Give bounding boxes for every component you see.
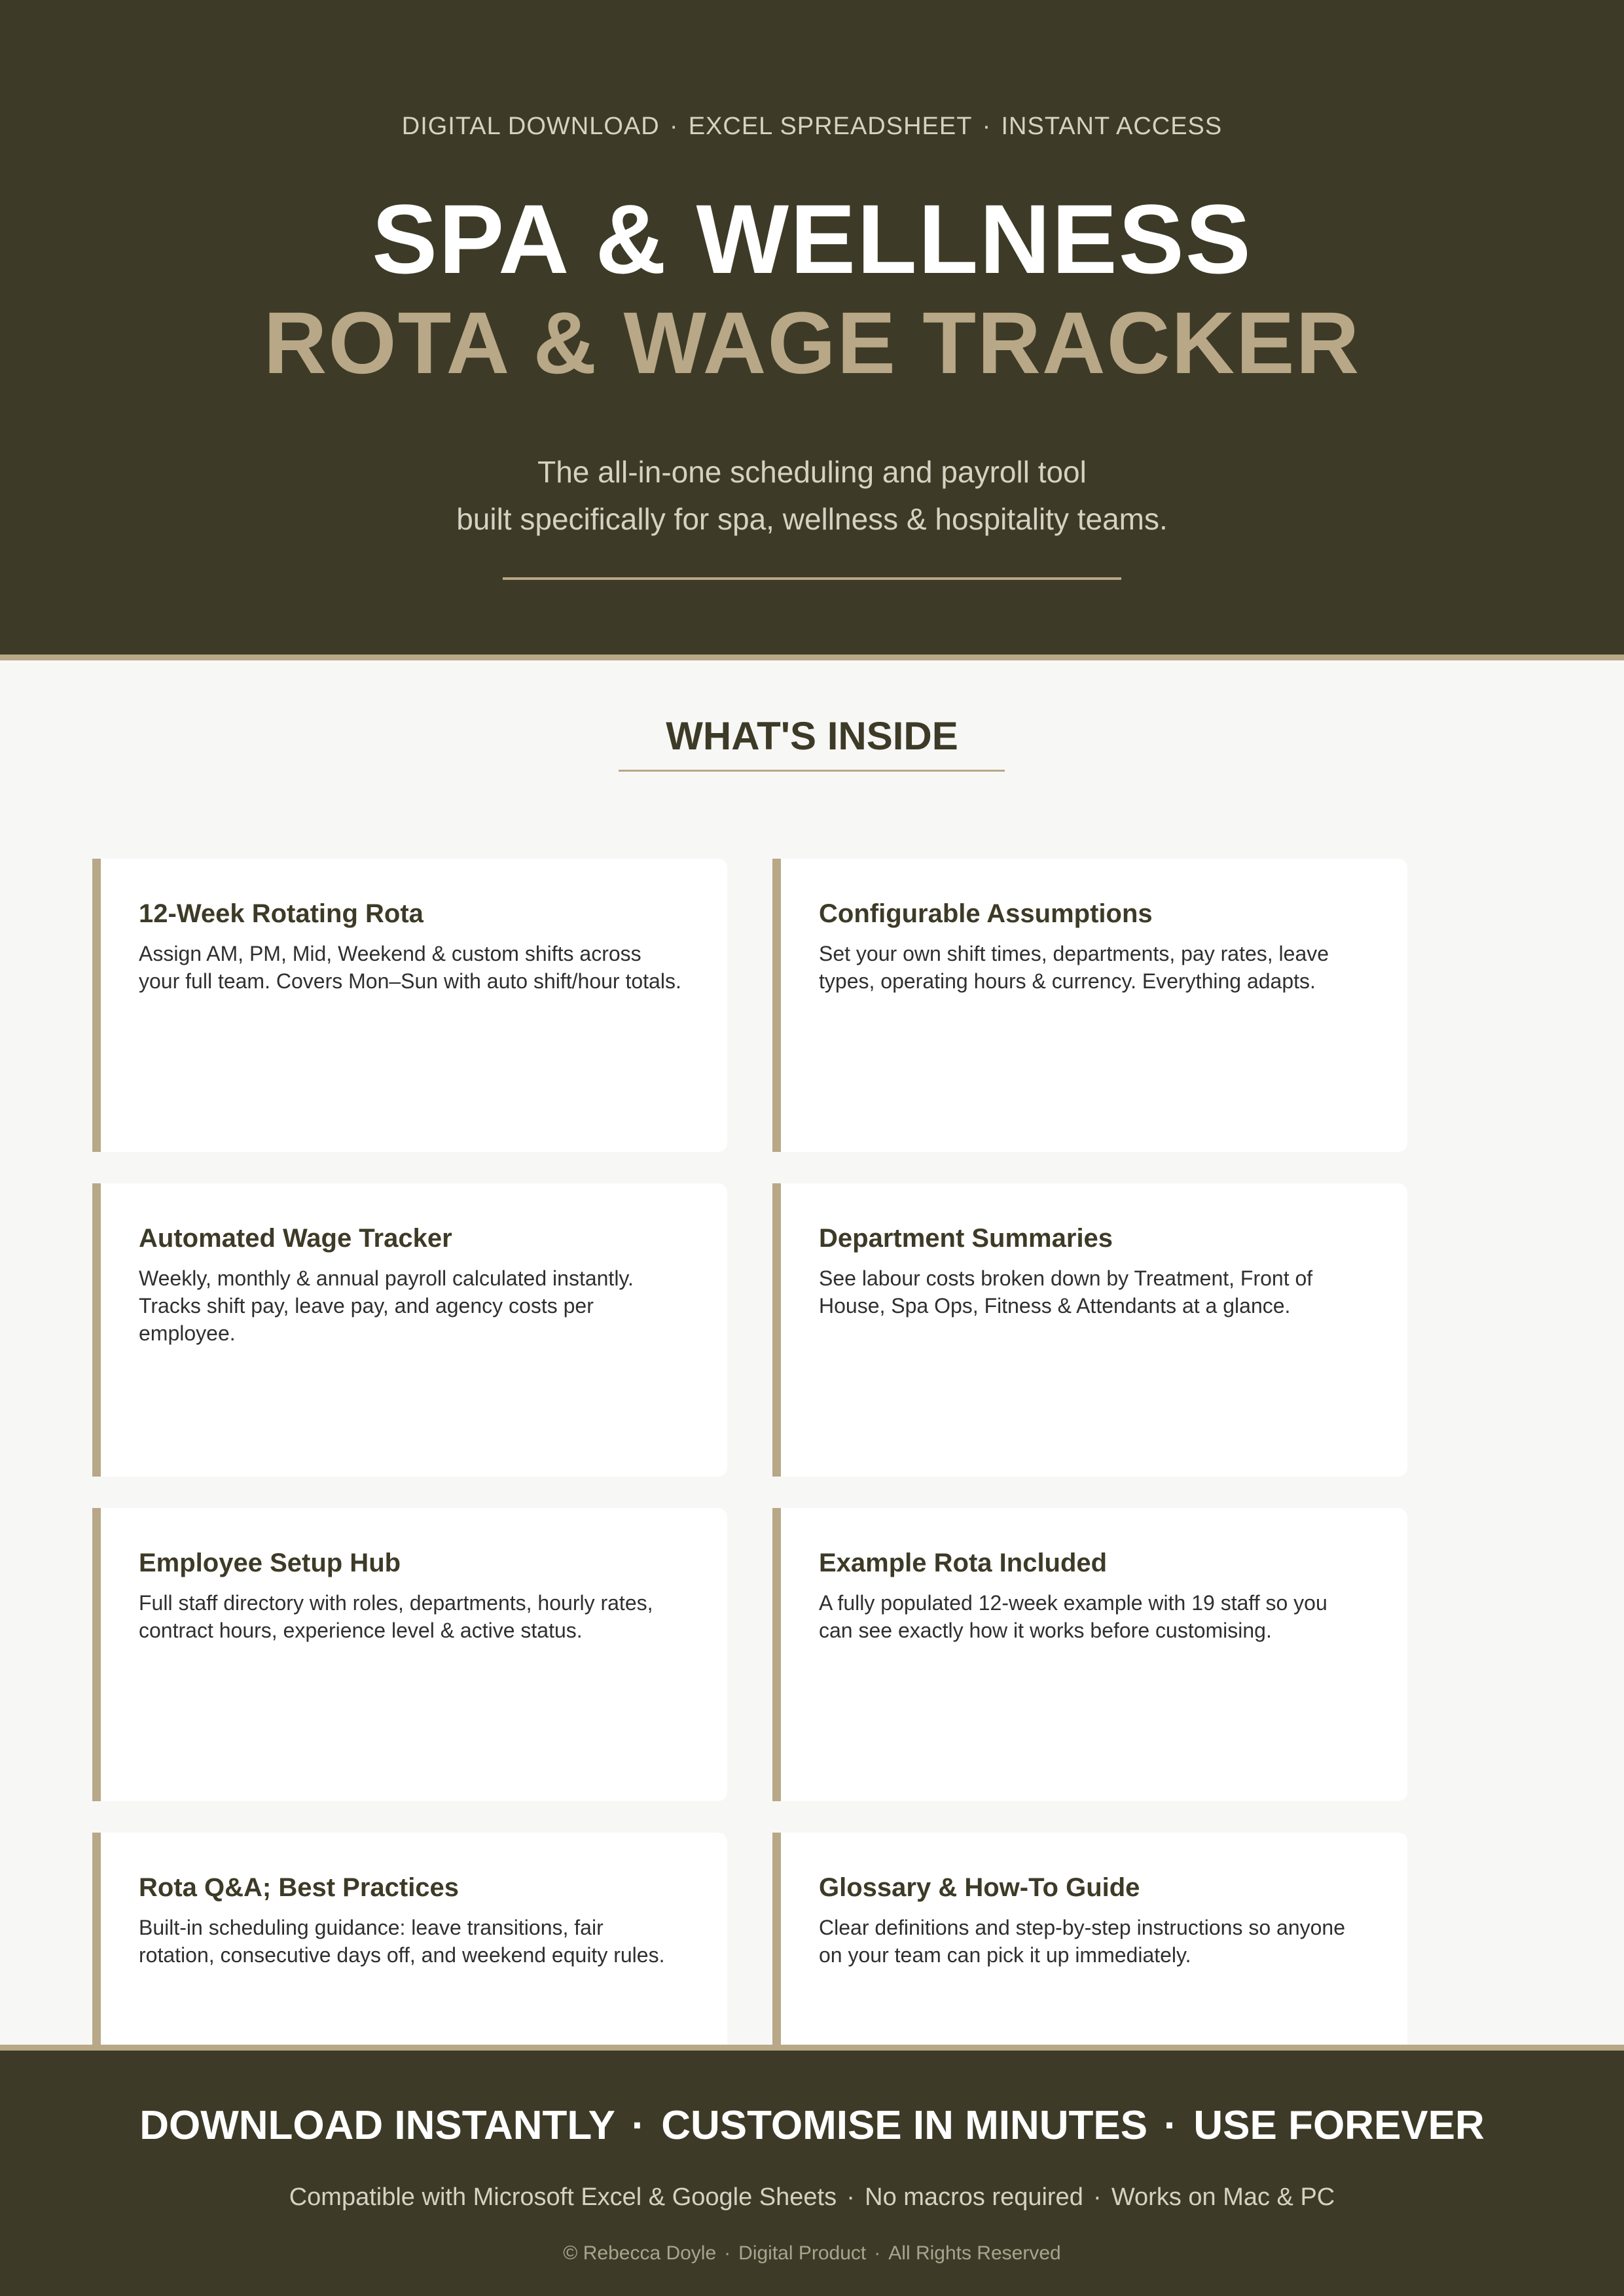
feature-card <box>772 1183 1407 1477</box>
section-title: WHAT'S INSIDE <box>666 714 958 758</box>
feature-description: Assign AM, PM, Mid, Weekend & custom shifts across your full team. Covers Mon–Sun with auto shift/hour totals. <box>139 942 681 993</box>
hero-tagline: DIGITAL DOWNLOAD · EXCEL SPREADSHEET · INSTANT ACCESS <box>401 113 1223 140</box>
copyright-item: © Rebecca Doyle <box>563 2242 717 2264</box>
footer-headline-item: CUSTOMISE IN MINUTES <box>661 2103 1148 2148</box>
feature-description: A fully populated 12-week example with 19 staff so you can see exactly how it works before customising. <box>819 1591 1327 1642</box>
feature-card <box>92 1508 727 1801</box>
feature-title: Department Summaries <box>819 1224 1113 1253</box>
feature-card <box>92 859 727 1152</box>
feature-title: Rota Q&A; Best Practices <box>139 1873 460 1902</box>
page-title-line1: SPA & WELLNESS <box>372 184 1252 294</box>
feature-card <box>92 1833 727 2046</box>
feature-description: Set your own shift times, departments, pay rates, leave types, operating hours & currency. Everything adapts. <box>819 942 1329 993</box>
feature-card <box>772 859 1407 1152</box>
hero-banner <box>0 0 1624 660</box>
feature-card <box>92 1183 727 1477</box>
tagline-item: INSTANT ACCESS <box>1001 113 1223 140</box>
feature-description: See labour costs broken down by Treatment, Front of House, Spa Ops, Fitness & Attendants at a glance. <box>819 1266 1313 1318</box>
compat-item: Compatible with Microsoft Excel & Google Sheets <box>289 2183 837 2211</box>
feature-description: Clear definitions and step-by-step instructions so anyone on your team can pick it up immediately. <box>819 1916 1345 1967</box>
page-title-line2: ROTA & WAGE TRACKER <box>263 295 1361 392</box>
feature-description: Weekly, monthly & annual payroll calculated instantly. Tracks shift pay, leave pay, and agency costs per employee. <box>139 1266 634 1345</box>
subtitle-line2: built specifically for spa, wellness & hospitality teams. <box>456 502 1168 536</box>
feature-description: Full staff directory with roles, departments, hourly rates, contract hours, experience level & active status. <box>139 1591 653 1642</box>
hero-subtitle <box>0 448 1624 543</box>
footer-banner <box>0 2045 1624 2296</box>
feature-card <box>772 1508 1407 1801</box>
footer-headline-item: USE FOREVER <box>1193 2103 1485 2148</box>
tagline-item: DIGITAL DOWNLOAD <box>401 113 660 140</box>
footer-copyright: © Rebecca Doyle · Digital Product · All Rights Reserved <box>563 2242 1061 2264</box>
feature-card <box>772 1833 1407 2046</box>
feature-title: Employee Setup Hub <box>139 1549 401 1577</box>
compat-item: No macros required <box>865 2183 1083 2211</box>
feature-description: Built-in scheduling guidance: leave transitions, fair rotation, consecutive days off, and weekend equity rules. <box>139 1916 665 1967</box>
feature-title: Configurable Assumptions <box>819 899 1153 928</box>
compat-item: Works on Mac & PC <box>1111 2183 1335 2211</box>
hero-divider <box>503 577 1121 580</box>
subtitle-line1: The all-in-one scheduling and payroll tool <box>537 455 1087 489</box>
tagline-item: EXCEL SPREADSHEET <box>688 113 973 140</box>
footer-headline-item: DOWNLOAD INSTANTLY <box>139 2103 615 2148</box>
copyright-item: All Rights Reserved <box>888 2242 1061 2264</box>
section-divider <box>619 770 1005 772</box>
footer-compatibility: Compatible with Microsoft Excel & Google Sheets · No macros required · Works on Mac & PC <box>289 2183 1335 2211</box>
feature-title: 12-Week Rotating Rota <box>139 899 424 928</box>
feature-title: Automated Wage Tracker <box>139 1224 452 1253</box>
feature-title: Glossary & How-To Guide <box>819 1873 1140 1902</box>
copyright-item: Digital Product <box>738 2242 867 2264</box>
footer-headline: DOWNLOAD INSTANTLY · CUSTOMISE IN MINUTES · USE FOREVER <box>139 2103 1485 2148</box>
feature-title: Example Rota Included <box>819 1549 1108 1577</box>
